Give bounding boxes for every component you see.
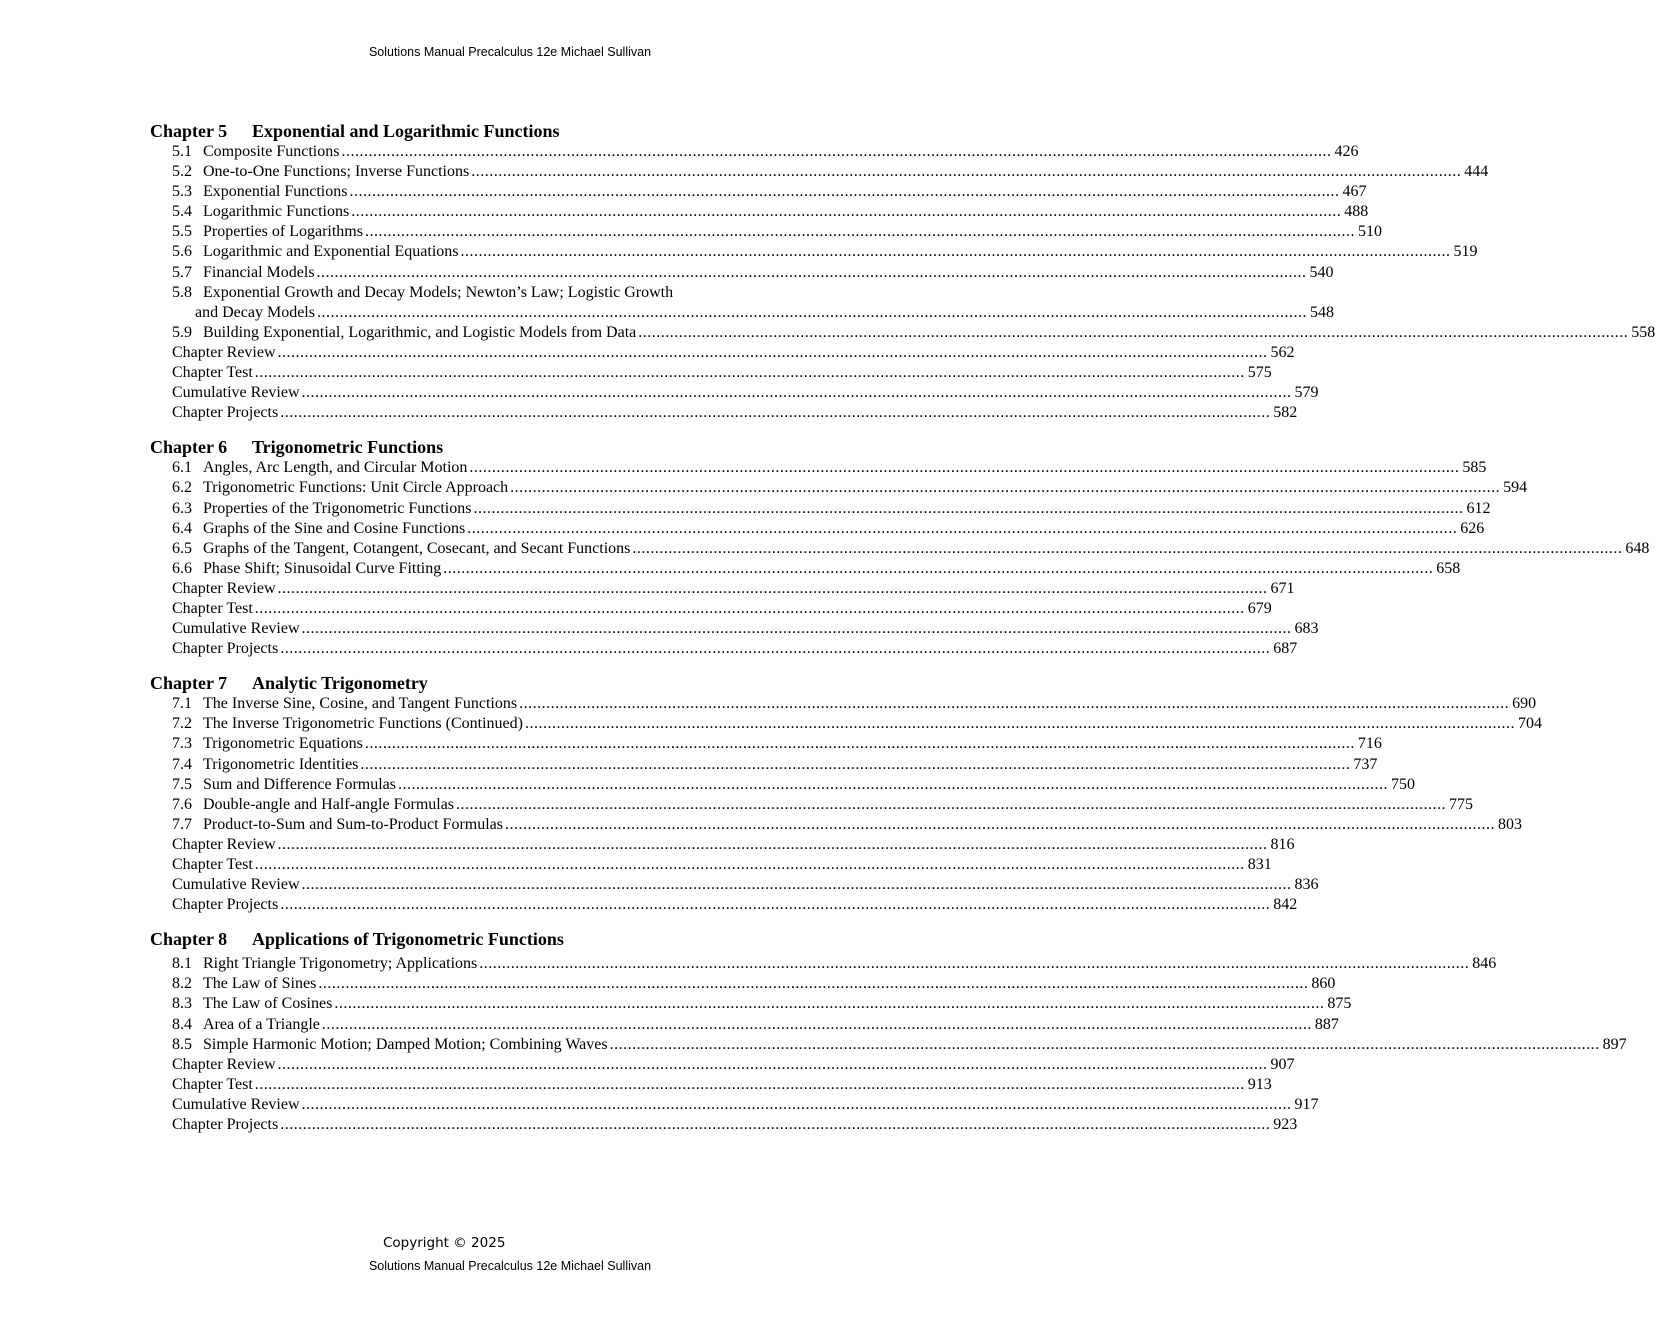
page-number: 842 [1273, 896, 1298, 914]
toc-entry[interactable] [150, 1015, 1339, 1035]
section-title: Trigonometric Equations [203, 735, 363, 753]
page-number: 887 [1314, 1015, 1339, 1033]
toc-entry[interactable] [150, 694, 1537, 714]
section-title: Cumulative Review [172, 384, 300, 402]
toc-entry[interactable] [150, 1115, 1298, 1135]
toc-entry[interactable] [150, 222, 1382, 242]
toc-entry[interactable] [150, 815, 1522, 835]
section-number: 8.3 [172, 995, 192, 1013]
page-number: 775 [1449, 795, 1474, 813]
section-title: Cumulative Review [172, 1095, 300, 1113]
table-of-contents [150, 120, 1655, 1148]
toc-entry[interactable] [150, 478, 1528, 498]
chapter-number: Chapter 5 [150, 121, 228, 141]
dot-leader: ............................................................................................................................................................................................................................ [471, 163, 1462, 181]
page-footer-title: Solutions Manual Precalculus 12e Michael Sullivan [368, 1259, 652, 1273]
page-number: 444 [1464, 163, 1489, 181]
section-number: 6.2 [172, 479, 192, 497]
dot-leader: ............................................................................................................................................................................................................................ [316, 263, 1307, 281]
section-number: 8.4 [172, 1015, 192, 1033]
chapter-title: Trigonometric Functions [252, 437, 444, 458]
dot-leader: ............................................................................................................................................................................................................................ [280, 640, 1271, 658]
dot-leader: ............................................................................................................................................................................................................................ [467, 519, 1458, 537]
toc-entry[interactable] [150, 639, 1298, 659]
dot-leader: ............................................................................................................................................................................................................................ [364, 223, 1355, 241]
section-title: The Inverse Sine, Cosine, and Tangent Functions [203, 695, 518, 713]
section-title: Graphs of the Sine and Cosine Functions [203, 519, 466, 537]
page-number: 548 [1309, 303, 1334, 321]
section-number: 5.4 [172, 203, 192, 221]
page-number: 658 [1436, 559, 1461, 577]
section-number: 7.5 [172, 775, 192, 793]
toc-entry[interactable] [150, 855, 1272, 875]
toc-entry[interactable] [150, 363, 1272, 383]
section-number: 7.3 [172, 735, 192, 753]
section-title: Trigonometric Functions: Unit Circle Approach [203, 479, 509, 497]
dot-leader: ............................................................................................................................................................................................................................ [519, 695, 1510, 713]
dot-leader: ............................................................................................................................................................................................................................ [318, 975, 1309, 993]
section-number: 6.3 [172, 499, 192, 517]
dot-leader: ............................................................................................................................................................................................................................ [334, 995, 1325, 1013]
section-title: Angles, Arc Length, and Circular Motion [203, 459, 468, 477]
dot-leader: ............................................................................................................................................................................................................................ [277, 1055, 1268, 1073]
section-title: Chapter Review [172, 343, 276, 361]
toc-entry[interactable] [150, 162, 1489, 182]
dot-leader: ............................................................................................................................................................................................................................ [504, 815, 1495, 833]
page-header-title: Solutions Manual Precalculus 12e Michael Sullivan [368, 45, 652, 59]
page-number: 917 [1294, 1095, 1319, 1113]
section-title: One-to-One Functions; Inverse Functions [203, 163, 470, 181]
chapter-heading [150, 672, 870, 694]
toc-entry[interactable] [150, 403, 1298, 423]
dot-leader: ............................................................................................................................................................................................................................ [364, 735, 1355, 753]
dot-leader: ............................................................................................................................................................................................................................ [280, 1116, 1271, 1134]
toc-entry[interactable] [150, 994, 1352, 1014]
page-number: 907 [1270, 1055, 1295, 1073]
chapter-title: Exponential and Logarithmic Functions [252, 121, 560, 141]
section-title: Chapter Review [172, 835, 276, 853]
section-number: 8.2 [172, 975, 192, 993]
page-number: 831 [1247, 856, 1272, 873]
section-title: Chapter Test [172, 599, 253, 617]
toc-entry[interactable] [150, 875, 1319, 895]
page-number: 687 [1273, 640, 1298, 658]
toc-entry[interactable] [150, 343, 1295, 363]
section-title: Sum and Difference Formulas [203, 775, 396, 793]
dot-leader: ............................................................................................................................................................................................................................ [280, 896, 1271, 914]
page-number: 579 [1294, 384, 1319, 402]
dot-leader: ............................................................................................................................................................................................................................ [456, 795, 1447, 813]
page-number: 582 [1273, 404, 1298, 422]
section-number: 5.9 [172, 323, 192, 341]
section-title: Chapter Review [172, 1055, 276, 1073]
toc-entry[interactable] [150, 1095, 1319, 1115]
section-number: 7.6 [172, 795, 192, 813]
page-number: 594 [1503, 479, 1528, 497]
section-title: Chapter Projects [172, 1116, 279, 1134]
toc-entry[interactable] [150, 202, 1369, 222]
section-number: 8.5 [172, 1035, 192, 1053]
page-number: 426 [1334, 143, 1359, 160]
section-number: 7.2 [172, 715, 192, 733]
dot-leader: ............................................................................................................................................................................................................................ [301, 384, 1292, 402]
section-title: Exponential Functions [203, 183, 348, 201]
dot-leader: ............................................................................................................................................................................................................................ [398, 775, 1388, 793]
toc-entry[interactable] [150, 1075, 1272, 1095]
chapter-title: Analytic Trigonometry [252, 673, 428, 694]
chapter-section [150, 928, 1627, 1135]
section-number: 5.8 [172, 283, 192, 301]
section-number: 5.7 [172, 263, 192, 281]
chapter-heading [150, 120, 870, 142]
dot-leader: ............................................................................................................................................................................................................................ [510, 479, 1501, 497]
section-number: 5.6 [172, 243, 192, 261]
dot-leader: ............................................................................................................................................................................................................................ [638, 323, 1629, 341]
page-number: 690 [1512, 695, 1537, 713]
toc-entry[interactable] [150, 755, 1378, 775]
section-title: Product-to-Sum and Sum-to-Product Formulas [203, 815, 503, 833]
dot-leader: ............................................................................................................................................................................................................................ [277, 579, 1268, 597]
dot-leader: ............................................................................................................................................................................................................................ [443, 559, 1434, 577]
toc-entry[interactable] [150, 795, 1474, 815]
toc-entry[interactable] [150, 182, 1367, 202]
section-title: The Law of Cosines [203, 995, 333, 1013]
dot-leader: ............................................................................................................................................................................................................................ [473, 499, 1464, 517]
page-number: 562 [1270, 343, 1295, 361]
page-number: 704 [1517, 715, 1542, 733]
page-number: 488 [1344, 203, 1369, 221]
dot-leader: ............................................................................................................................................................................................................................ [479, 955, 1470, 973]
dot-leader: ............................................................................................................................................................................................................................ [349, 183, 1340, 201]
section-title: Right Triangle Trigonometry; Applications [203, 955, 478, 973]
section-title: Chapter Projects [172, 640, 279, 658]
toc-entry[interactable] [150, 714, 1542, 734]
dot-leader: ............................................................................................................................................................................................................................ [254, 1075, 1245, 1093]
dot-leader: ............................................................................................................................................................................................................................ [254, 364, 1245, 382]
toc-entry[interactable] [150, 1055, 1295, 1075]
dot-leader: ............................................................................................................................................................................................................................ [351, 203, 1342, 221]
toc-entry[interactable] [150, 619, 1319, 639]
section-title: Simple Harmonic Motion; Damped Motion; Combining Waves [203, 1035, 608, 1053]
section-title: Area of a Triangle [203, 1015, 320, 1033]
page-number: 648 [1625, 539, 1650, 557]
section-number: 8.1 [172, 955, 192, 973]
toc-entry[interactable] [150, 1035, 1627, 1055]
page-number: 716 [1357, 735, 1382, 753]
page-number: 836 [1294, 876, 1319, 894]
toc-entry[interactable] [150, 835, 1295, 855]
toc-entry[interactable] [150, 734, 1382, 754]
section-title: Phase Shift; Sinusoidal Curve Fitting [203, 559, 442, 577]
section-number: 6.6 [172, 559, 192, 577]
toc-entry-continuation[interactable] [150, 303, 1334, 323]
dot-leader: ............................................................................................................................................................................................................................ [254, 856, 1245, 873]
section-title: The Inverse Trigonometric Functions (Continued) [203, 715, 523, 733]
dot-leader: ............................................................................................................................................................................................................................ [360, 755, 1351, 773]
page-number: 897 [1602, 1035, 1627, 1053]
section-title: Logarithmic and Exponential Equations [203, 243, 459, 261]
toc-entry[interactable] [150, 579, 1295, 599]
page-number: 626 [1460, 519, 1485, 537]
dot-leader: ............................................................................................................................................................................................................................ [524, 715, 1515, 733]
dot-leader: ............................................................................................................................................................................................................................ [316, 303, 1307, 321]
dot-leader: ............................................................................................................................................................................................................................ [301, 1095, 1292, 1113]
toc-entry[interactable] [150, 519, 1485, 539]
section-title-continued: and Decay Models [195, 303, 315, 321]
section-number: 5.2 [172, 163, 192, 181]
section-number: 5.1 [172, 143, 192, 160]
dot-leader: ............................................................................................................................................................................................................................ [341, 143, 1332, 160]
toc-entry[interactable] [150, 974, 1336, 994]
toc-entry[interactable] [150, 599, 1272, 619]
section-title: Trigonometric Identities [203, 755, 359, 773]
page-number: 860 [1311, 975, 1336, 993]
page-number: 923 [1273, 1116, 1298, 1134]
section-title: Chapter Test [172, 856, 253, 873]
section-number: 6.5 [172, 539, 192, 557]
dot-leader: ............................................................................................................................................................................................................................ [254, 599, 1245, 617]
section-number: 5.3 [172, 183, 192, 201]
page-number: 846 [1472, 955, 1497, 973]
dot-leader: ............................................................................................................................................................................................................................ [632, 539, 1623, 557]
section-title: Properties of the Trigonometric Functions [203, 499, 472, 517]
section-title: Chapter Test [172, 1075, 253, 1093]
chapter-section [150, 120, 1655, 423]
section-title: Cumulative Review [172, 620, 300, 638]
dot-leader: ............................................................................................................................................................................................................................ [277, 343, 1268, 361]
page-number: 585 [1462, 459, 1487, 477]
section-title: Financial Models [203, 263, 315, 281]
chapter-section [150, 436, 1650, 659]
page-number: 750 [1391, 775, 1415, 793]
chapter-heading [150, 928, 870, 954]
dot-leader: ............................................................................................................................................................................................................................ [469, 459, 1460, 477]
toc-entry[interactable] [150, 539, 1650, 559]
dot-leader: ............................................................................................................................................................................................................................ [277, 835, 1268, 853]
dot-leader: ............................................................................................................................................................................................................................ [609, 1035, 1600, 1053]
chapter-section [150, 672, 1542, 915]
page-number: 803 [1497, 815, 1522, 833]
toc-entry[interactable] [150, 142, 1359, 162]
page-number: 575 [1247, 364, 1272, 382]
page-number: 875 [1327, 995, 1352, 1013]
toc-entry[interactable] [150, 775, 1415, 795]
section-title: Graphs of the Tangent, Cotangent, Cosecant, and Secant Functions [203, 539, 631, 557]
section-number: 7.7 [172, 815, 192, 833]
chapter-number: Chapter 8 [150, 929, 228, 950]
section-number: 5.5 [172, 223, 192, 241]
page-number: 519 [1453, 243, 1478, 261]
dot-leader: ............................................................................................................................................................................................................................ [301, 620, 1292, 638]
section-title: Properties of Logarithms [203, 223, 363, 241]
section-number: 6.4 [172, 519, 192, 537]
page-number: 671 [1270, 579, 1295, 597]
toc-entry[interactable] [150, 499, 1491, 519]
dot-leader: ............................................................................................................................................................................................................................ [301, 876, 1292, 894]
chapter-number: Chapter 6 [150, 437, 228, 458]
page-number: 913 [1247, 1075, 1272, 1093]
toc-entry[interactable] [150, 954, 1497, 974]
section-title: Building Exponential, Logarithmic, and Logistic Models from Data [203, 323, 637, 341]
page-number: 510 [1357, 223, 1382, 241]
toc-entry[interactable] [150, 559, 1461, 579]
chapter-number: Chapter 7 [150, 673, 228, 694]
section-title: Chapter Test [172, 364, 253, 382]
page-number: 679 [1247, 599, 1272, 617]
chapter-heading [150, 436, 870, 458]
page-number: 540 [1309, 263, 1334, 281]
chapter-title: Applications of Trigonometric Functions [252, 929, 564, 950]
page-number: 737 [1353, 755, 1378, 773]
toc-entry[interactable] [150, 263, 1334, 283]
section-title: Chapter Review [172, 579, 276, 597]
section-number: 7.4 [172, 755, 192, 773]
section-title: Chapter Projects [172, 404, 279, 422]
section-title: The Law of Sines [203, 975, 317, 993]
footer-copyright: Copyright © 2025 [383, 1235, 506, 1251]
toc-entry[interactable] [150, 383, 1319, 403]
page-number: 816 [1270, 835, 1295, 853]
section-title: Chapter Projects [172, 896, 279, 914]
toc-entry[interactable] [150, 242, 1478, 262]
toc-entry[interactable] [150, 895, 1298, 915]
section-title: Double-angle and Half-angle Formulas [203, 795, 455, 813]
page-number: 683 [1294, 620, 1319, 638]
page-number: 467 [1342, 183, 1367, 201]
toc-entry[interactable] [150, 323, 1655, 343]
dot-leader: ............................................................................................................................................................................................................................ [280, 404, 1271, 422]
dot-leader: ............................................................................................................................................................................................................................ [321, 1015, 1312, 1033]
dot-leader: ............................................................................................................................................................................................................................ [460, 243, 1451, 261]
section-title: Logarithmic Functions [203, 203, 350, 221]
toc-entry[interactable] [150, 458, 1487, 478]
section-number: 6.1 [172, 459, 192, 477]
toc-entry[interactable] [150, 283, 870, 303]
section-title: Cumulative Review [172, 876, 300, 894]
section-number: 7.1 [172, 695, 192, 713]
section-title: Composite Functions [203, 143, 340, 160]
page-number: 612 [1466, 499, 1491, 517]
section-title: Exponential Growth and Decay Models; Newton’s Law; Logistic Growth [203, 283, 674, 301]
page-number: 558 [1631, 323, 1655, 341]
